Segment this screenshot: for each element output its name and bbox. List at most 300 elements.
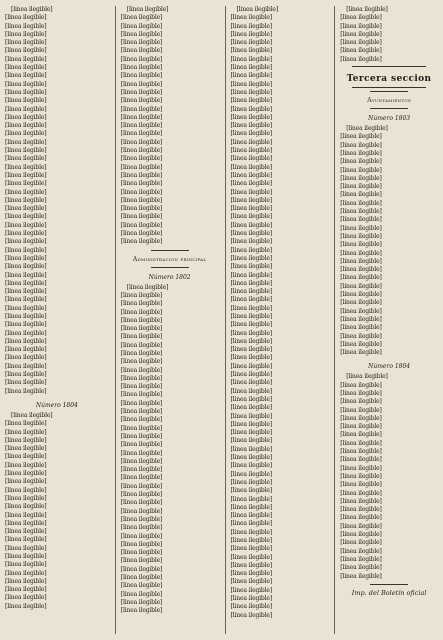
text-line: [línea ilegible]	[5, 478, 47, 486]
text-line: [línea ilegible]	[120, 457, 163, 465]
text-line: [línea ilegible]	[5, 213, 47, 221]
text-line: [línea ilegible]	[120, 549, 163, 557]
text-line: [línea ilegible]	[230, 30, 272, 38]
text-line: [línea ilegible]	[346, 6, 388, 13]
text-line: [línea ilegible]	[120, 291, 163, 299]
text-line: [línea ilegible]	[5, 288, 47, 296]
text-line: [línea ilegible]	[5, 22, 47, 30]
text-line: [línea ilegible]	[340, 531, 382, 539]
text-line: [línea ilegible]	[5, 503, 47, 511]
text-line: [línea ilegible]	[340, 208, 382, 216]
text-line: [línea ilegible]	[5, 436, 47, 444]
text-line: [línea ilegible]	[5, 80, 47, 88]
text-line: [línea ilegible]	[5, 14, 47, 22]
text-line: [línea ilegible]	[5, 230, 47, 238]
text-line: [línea ilegible]	[5, 494, 47, 502]
text-line: [línea ilegible]	[340, 14, 382, 22]
text-line: [línea ilegible]	[11, 6, 53, 13]
text-line: [línea ilegible]	[340, 149, 382, 157]
text-line: [línea ilegible]	[340, 232, 382, 240]
text-line: [línea ilegible]	[340, 423, 382, 431]
text-line: [línea ilegible]	[5, 312, 47, 320]
text-line: [línea ilegible]	[5, 221, 47, 229]
text-line: [línea ilegible]	[120, 607, 163, 615]
text-line: [línea ilegible]	[120, 557, 163, 565]
text-line: [línea ilegible]	[5, 553, 47, 560]
paragraph	[340, 6, 438, 64]
text-line: [línea ilegible]	[5, 196, 47, 204]
text-line: [línea ilegible]	[230, 14, 272, 22]
imprint-line: Imp. del Boletín oficial	[351, 588, 427, 597]
text-line: [línea ilegible]	[120, 147, 163, 155]
text-line: [línea ilegible]	[230, 445, 272, 453]
text-line: [línea ilegible]	[346, 373, 388, 381]
text-line: [línea ilegible]	[5, 354, 47, 362]
text-line: [línea ilegible]	[5, 321, 47, 329]
text-line: [línea ilegible]	[120, 408, 163, 416]
text-line: [línea ilegible]	[5, 486, 47, 494]
text-line: [línea ilegible]	[230, 520, 272, 528]
text-line: [línea ilegible]	[230, 97, 272, 105]
text-line: [línea ilegible]	[120, 341, 163, 349]
text-line: [línea ilegible]	[230, 196, 272, 204]
text-line: [línea ilegible]	[340, 406, 382, 414]
text-line: [línea ilegible]	[230, 171, 272, 179]
text-line: [línea ilegible]	[340, 464, 382, 472]
text-line: [línea ilegible]	[230, 130, 272, 138]
text-line: [línea ilegible]	[120, 72, 163, 80]
text-line: [línea ilegible]	[230, 47, 272, 55]
ornament-rule	[352, 87, 426, 88]
text-line: [línea ilegible]	[5, 362, 47, 370]
text-line: [línea ilegible]	[230, 312, 272, 320]
text-line: [línea ilegible]	[120, 399, 163, 407]
text-line: [línea ilegible]	[340, 282, 382, 290]
text-line: [línea ilegible]	[5, 337, 47, 345]
text-line: [línea ilegible]	[120, 565, 163, 573]
text-line: [línea ilegible]	[120, 366, 163, 374]
notice-number: Número 1804	[35, 401, 78, 409]
text-line: [línea ilegible]	[120, 449, 163, 457]
text-line: [línea ilegible]	[230, 296, 272, 304]
text-line: [línea ilegible]	[340, 324, 382, 332]
text-line: [línea ilegible]	[120, 374, 163, 382]
text-line: [línea ilegible]	[5, 113, 47, 121]
text-line: [línea ilegible]	[230, 404, 272, 412]
paragraph	[121, 6, 219, 247]
text-line: [línea ilegible]	[5, 528, 47, 536]
text-line: [línea ilegible]	[230, 188, 272, 196]
text-line: [línea ilegible]	[340, 183, 382, 191]
text-line: [línea ilegible]	[230, 429, 272, 437]
text-line: [línea ilegible]	[5, 569, 47, 577]
text-line: [línea ilegible]	[120, 113, 163, 121]
text-line: [línea ilegible]	[5, 39, 47, 47]
text-line: [línea ilegible]	[120, 88, 163, 96]
text-line: [línea ilegible]	[340, 414, 382, 422]
text-line: [línea ilegible]	[5, 171, 47, 179]
text-line: [línea ilegible]	[5, 254, 47, 262]
text-line: [línea ilegible]	[120, 416, 163, 424]
text-line: [línea ilegible]	[120, 30, 163, 38]
text-line: [línea ilegible]	[230, 537, 272, 544]
text-line: [línea ilegible]	[340, 555, 382, 563]
text-line: [línea ilegible]	[120, 524, 163, 532]
text-line: [línea ilegible]	[230, 362, 272, 370]
text-line: [línea ilegible]	[120, 574, 163, 581]
text-line: [línea ilegible]	[120, 122, 163, 130]
text-line: [línea ilegible]	[5, 586, 47, 594]
text-line: [línea ilegible]	[340, 514, 382, 522]
text-line: [línea ilegible]	[120, 474, 163, 482]
text-line: [línea ilegible]	[5, 519, 47, 527]
text-line: [línea ilegible]	[5, 64, 47, 72]
text-line: [línea ilegible]	[120, 105, 163, 113]
text-line: [línea ilegible]	[120, 47, 163, 55]
text-line: [línea ilegible]	[230, 595, 272, 603]
text-line: [línea ilegible]	[120, 188, 163, 196]
text-line: [línea ilegible]	[340, 349, 382, 357]
text-line: [línea ilegible]	[120, 39, 163, 47]
text-line: [línea ilegible]	[120, 308, 163, 316]
text-line: [línea ilegible]	[230, 611, 272, 619]
text-line: [línea ilegible]	[340, 456, 382, 464]
section-rule	[370, 91, 408, 92]
text-line: [línea ilegible]	[120, 590, 163, 598]
text-line: [línea ilegible]	[230, 329, 272, 337]
text-line: [línea ilegible]	[230, 221, 272, 229]
text-line: [línea ilegible]	[340, 389, 382, 397]
text-line: [línea ilegible]	[120, 238, 163, 246]
text-line: [línea ilegible]	[340, 572, 382, 580]
text-line: [línea ilegible]	[5, 461, 47, 469]
text-line: [línea ilegible]	[340, 266, 382, 274]
text-line: [línea ilegible]	[120, 221, 163, 229]
text-line: [línea ilegible]	[120, 432, 163, 440]
text-line: [línea ilegible]	[230, 487, 272, 495]
text-line: [línea ilegible]	[230, 379, 272, 387]
text-line: [línea ilegible]	[230, 163, 272, 171]
text-line: [línea ilegible]	[230, 122, 272, 130]
text-line: [línea ilegible]	[340, 299, 382, 307]
text-line: [línea ilegible]	[230, 254, 272, 262]
text-line: [línea ilegible]	[120, 333, 163, 341]
text-line: [línea ilegible]	[230, 22, 272, 30]
text-line: [línea ilegible]	[230, 288, 272, 296]
text-line: [línea ilegible]	[5, 561, 47, 569]
text-line: [línea ilegible]	[230, 495, 272, 503]
text-line: [línea ilegible]	[340, 506, 382, 514]
text-line: [línea ilegible]	[120, 491, 163, 499]
text-line: [línea ilegible]	[120, 532, 163, 540]
text-line: [línea ilegible]	[340, 216, 382, 224]
text-line: [línea ilegible]	[120, 540, 163, 548]
text-line: [línea ilegible]	[230, 470, 272, 478]
text-line: [línea ilegible]	[120, 316, 163, 324]
text-line: [línea ilegible]	[230, 354, 272, 362]
text-line: [línea ilegible]	[340, 191, 382, 199]
text-line: [línea ilegible]	[120, 424, 163, 432]
text-line: [línea ilegible]	[340, 522, 382, 530]
column-4	[334, 6, 438, 634]
text-line: [línea ilegible]	[340, 241, 382, 249]
text-line: [línea ilegible]	[230, 503, 272, 511]
text-line: [línea ilegible]	[120, 230, 163, 238]
text-line: [línea ilegible]	[230, 113, 272, 121]
text-line: [línea ilegible]	[120, 441, 163, 449]
text-line: [línea ilegible]	[126, 6, 169, 13]
text-line: [línea ilegible]	[230, 64, 272, 72]
text-line: [línea ilegible]	[230, 561, 272, 569]
text-line: [línea ilegible]	[340, 224, 382, 232]
notice-number: Número 1804	[368, 363, 411, 371]
paragraph	[5, 6, 109, 396]
text-line: [línea ilegible]	[230, 80, 272, 88]
text-line: [línea ilegible]	[230, 420, 272, 428]
text-line: [línea ilegible]	[230, 395, 272, 403]
text-line: [línea ilegible]	[230, 545, 272, 553]
text-line: [línea ilegible]	[230, 387, 272, 395]
text-line: [línea ilegible]	[340, 307, 382, 315]
paragraph	[121, 284, 219, 616]
text-line: [línea ilegible]	[5, 138, 47, 146]
text-line: [línea ilegible]	[120, 466, 163, 474]
text-line: [línea ilegible]	[230, 603, 272, 611]
text-line: [línea ilegible]	[120, 22, 163, 30]
text-line: [línea ilegible]	[120, 325, 163, 333]
text-line: [línea ilegible]	[120, 598, 163, 606]
text-line: [línea ilegible]	[230, 213, 272, 221]
text-line: [línea ilegible]	[120, 300, 163, 308]
text-line: [línea ilegible]	[120, 155, 163, 163]
text-line: [línea ilegible]	[340, 249, 382, 257]
paragraph	[231, 6, 329, 620]
text-line: [línea ilegible]	[5, 97, 47, 105]
text-line: [línea ilegible]	[120, 213, 163, 221]
text-line: [línea ilegible]	[230, 528, 272, 536]
text-line: [línea ilegible]	[236, 6, 278, 13]
text-line: [línea ilegible]	[340, 539, 382, 547]
section-rule	[151, 250, 189, 251]
text-line: [línea ilegible]	[230, 553, 272, 561]
text-line: [línea ilegible]	[230, 437, 272, 445]
text-line: [línea ilegible]	[126, 283, 169, 291]
text-line: [línea ilegible]	[120, 130, 163, 138]
section-heading: Ayuntamientos	[367, 97, 412, 105]
text-line: [línea ilegible]	[120, 196, 163, 204]
text-line: [línea ilegible]	[230, 147, 272, 155]
text-line: [línea ilegible]	[120, 349, 163, 357]
text-line: [línea ilegible]	[120, 205, 163, 213]
text-line: [línea ilegible]	[5, 238, 47, 246]
text-line: [línea ilegible]	[5, 88, 47, 96]
text-line: [línea ilegible]	[120, 64, 163, 72]
ornament-rule	[352, 66, 426, 67]
text-line: [línea ilegible]	[340, 481, 382, 489]
text-line: [línea ilegible]	[5, 346, 47, 354]
notice-number: Número 1803	[368, 115, 411, 123]
text-line: [línea ilegible]	[5, 453, 47, 461]
text-line: [línea ilegible]	[11, 411, 53, 419]
text-line: [línea ilegible]	[340, 439, 382, 447]
text-line: [línea ilegible]	[120, 80, 163, 88]
text-line: [línea ilegible]	[340, 489, 382, 497]
text-line: [línea ilegible]	[230, 238, 272, 246]
text-line: [línea ilegible]	[340, 22, 382, 30]
text-line: [línea ilegible]	[5, 329, 47, 337]
text-line: [línea ilegible]	[120, 171, 163, 179]
section-rule	[151, 267, 189, 268]
text-line: [línea ilegible]	[5, 55, 47, 63]
paragraph	[5, 412, 109, 611]
text-line: [línea ilegible]	[230, 412, 272, 420]
text-line: [línea ilegible]	[230, 321, 272, 329]
text-line: [línea ilegible]	[5, 544, 47, 552]
text-line: [línea ilegible]	[340, 448, 382, 456]
text-line: [línea ilegible]	[346, 125, 388, 133]
notice-number: Número 1802	[148, 273, 191, 281]
text-line: [línea ilegible]	[230, 454, 272, 462]
column-2	[115, 6, 219, 634]
text-line: [línea ilegible]	[340, 47, 382, 55]
text-line: [línea ilegible]	[5, 163, 47, 171]
text-line: [línea ilegible]	[120, 180, 163, 188]
text-line: [línea ilegible]	[5, 72, 47, 80]
text-line: [línea ilegible]	[230, 246, 272, 254]
text-line: [línea ilegible]	[120, 97, 163, 105]
text-line: [línea ilegible]	[5, 205, 47, 213]
text-line: [línea ilegible]	[5, 296, 47, 304]
text-line: [línea ilegible]	[230, 279, 272, 287]
text-line: [línea ilegible]	[120, 163, 163, 171]
text-line: [línea ilegible]	[340, 158, 382, 166]
text-line: [línea ilegible]	[340, 30, 382, 38]
text-line: [línea ilegible]	[340, 398, 382, 406]
text-line: [línea ilegible]	[5, 536, 47, 544]
text-line: [línea ilegible]	[5, 379, 47, 387]
text-line: [línea ilegible]	[230, 478, 272, 486]
text-line: [línea ilegible]	[230, 586, 272, 594]
text-line: [línea ilegible]	[5, 470, 47, 478]
section-rule	[370, 108, 408, 109]
section-title: Tercera seccion	[346, 74, 432, 85]
text-line: [línea ilegible]	[340, 166, 382, 174]
text-line: [línea ilegible]	[5, 47, 47, 55]
text-line: [línea ilegible]	[120, 391, 163, 399]
column-1	[5, 6, 109, 634]
text-line: [línea ilegible]	[120, 499, 163, 507]
text-line: [línea ilegible]	[340, 291, 382, 299]
text-line: [línea ilegible]	[340, 472, 382, 480]
text-line: [línea ilegible]	[120, 55, 163, 63]
text-line: [línea ilegible]	[340, 332, 382, 340]
text-line: [línea ilegible]	[120, 507, 163, 515]
text-line: [línea ilegible]	[120, 14, 163, 22]
text-line: [línea ilegible]	[340, 497, 382, 505]
text-line: [línea ilegible]	[5, 263, 47, 271]
text-line: [línea ilegible]	[230, 105, 272, 113]
text-line: [línea ilegible]	[230, 271, 272, 279]
text-line: [línea ilegible]	[340, 315, 382, 323]
text-line: [línea ilegible]	[5, 602, 47, 610]
text-line: [línea ilegible]	[120, 482, 163, 490]
text-line: [línea ilegible]	[340, 547, 382, 555]
text-line: [línea ilegible]	[230, 570, 272, 578]
text-line: [línea ilegible]	[230, 39, 272, 47]
text-line: [línea ilegible]	[5, 445, 47, 453]
text-line: [línea ilegible]	[5, 188, 47, 196]
text-line: [línea ilegible]	[120, 383, 163, 391]
text-line: [línea ilegible]	[340, 431, 382, 439]
text-line: [línea ilegible]	[5, 577, 47, 585]
text-line: [línea ilegible]	[230, 337, 272, 345]
text-line: [línea ilegible]	[230, 578, 272, 586]
paragraph	[340, 373, 438, 580]
text-line: [línea ilegible]	[230, 55, 272, 63]
text-line: [línea ilegible]	[340, 39, 382, 47]
text-line: [línea ilegible]	[5, 387, 47, 395]
text-line: [línea ilegible]	[230, 512, 272, 520]
text-line: [línea ilegible]	[230, 138, 272, 146]
text-line: [línea ilegible]	[230, 371, 272, 379]
imprint-rule	[370, 584, 408, 585]
text-line: [línea ilegible]	[5, 246, 47, 254]
text-line: [línea ilegible]	[5, 30, 47, 38]
section-heading: Administracion principal	[132, 255, 207, 263]
text-line: [línea ilegible]	[230, 88, 272, 96]
text-line: [línea ilegible]	[340, 257, 382, 265]
text-line: [línea ilegible]	[230, 205, 272, 213]
text-line: [línea ilegible]	[5, 155, 47, 163]
text-line: [línea ilegible]	[5, 271, 47, 279]
text-line: [línea ilegible]	[120, 515, 163, 523]
text-line: [línea ilegible]	[5, 279, 47, 287]
text-line: [línea ilegible]	[230, 346, 272, 354]
text-line: [línea ilegible]	[5, 180, 47, 188]
text-line: [línea ilegible]	[230, 304, 272, 312]
text-line: [línea ilegible]	[5, 122, 47, 130]
text-line: [línea ilegible]	[120, 358, 163, 366]
text-line: [línea ilegible]	[5, 428, 47, 436]
text-line: [línea ilegible]	[340, 133, 382, 141]
column-3	[225, 6, 329, 634]
text-line: [línea ilegible]	[340, 199, 382, 207]
text-line: [línea ilegible]	[340, 340, 382, 348]
text-line: [línea ilegible]	[5, 594, 47, 602]
text-line: [línea ilegible]	[230, 155, 272, 163]
text-line: [línea ilegible]	[340, 564, 382, 572]
text-line: [línea ilegible]	[340, 274, 382, 282]
text-line: [línea ilegible]	[230, 263, 272, 271]
text-line: [línea ilegible]	[230, 180, 272, 188]
text-line: [línea ilegible]	[120, 582, 163, 590]
text-line: [línea ilegible]	[340, 141, 382, 149]
text-line: [línea ilegible]	[340, 174, 382, 182]
text-line: [línea ilegible]	[5, 304, 47, 312]
paragraph	[340, 125, 438, 357]
text-line: [línea ilegible]	[5, 147, 47, 155]
text-line: [línea ilegible]	[230, 72, 272, 80]
text-line: [línea ilegible]	[5, 130, 47, 138]
text-line: [línea ilegible]	[5, 371, 47, 379]
text-line: [línea ilegible]	[230, 230, 272, 238]
text-line: [línea ilegible]	[340, 381, 382, 389]
text-line: [línea ilegible]	[5, 105, 47, 113]
text-line: [línea ilegible]	[340, 55, 382, 63]
text-line: [línea ilegible]	[230, 462, 272, 470]
text-line: [línea ilegible]	[120, 138, 163, 146]
text-line: [línea ilegible]	[5, 511, 47, 519]
